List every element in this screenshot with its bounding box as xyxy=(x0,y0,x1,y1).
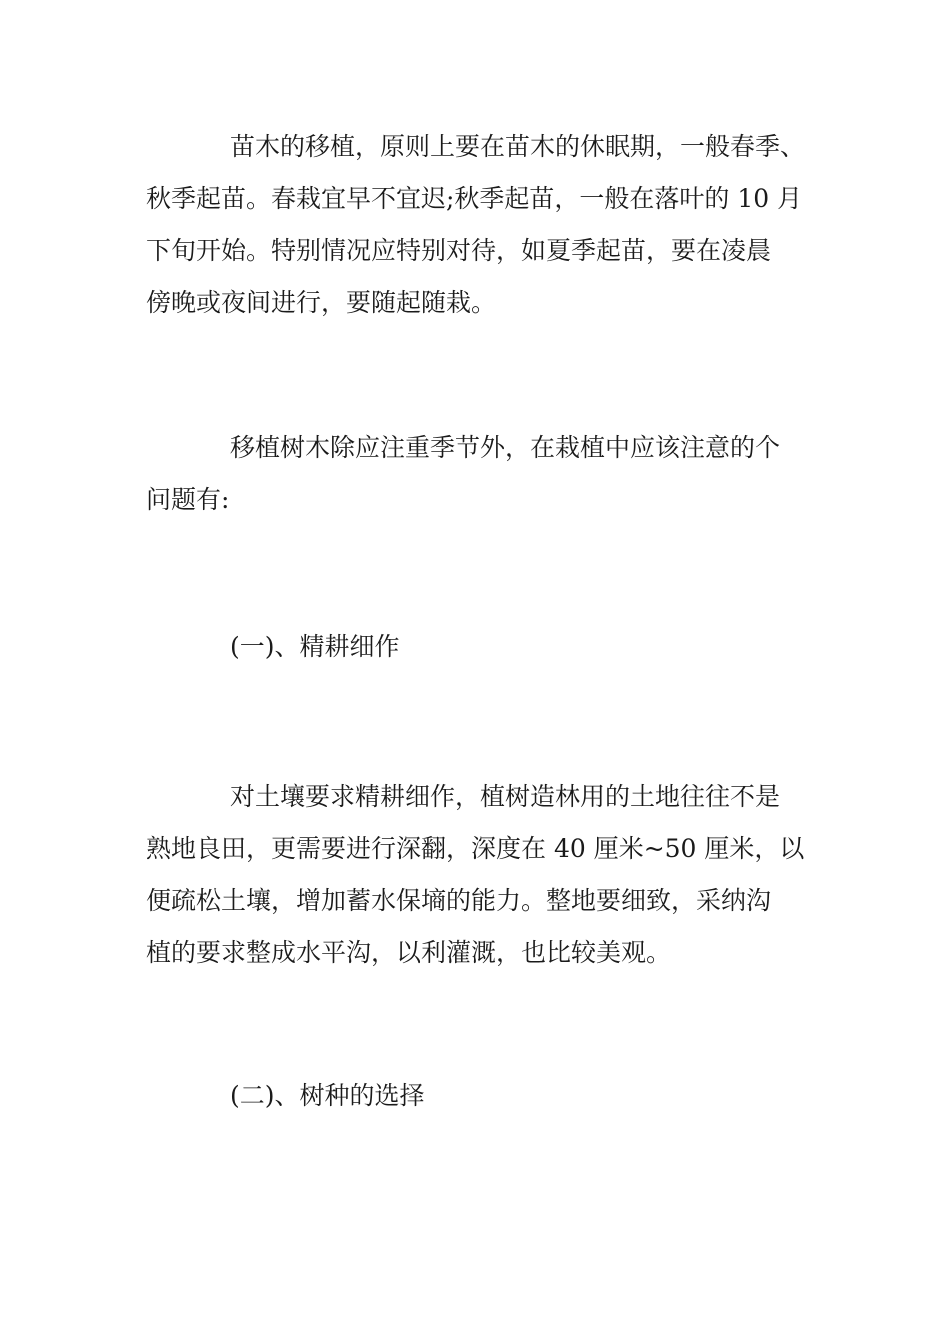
paragraph-line: 秋季起苗。春栽宜早不宜迟;秋季起苗，一般在落叶的 10 月 xyxy=(146,184,803,213)
section-heading-2 xyxy=(146,1070,814,1122)
paragraph-line: 问题有: xyxy=(146,485,230,514)
paragraph-line: 下旬开始。特别情况应特别对待，如夏季起苗，要在凌晨 xyxy=(146,236,772,265)
paragraph-line: 苗木的移植，原则上要在苗木的休眠期，一般春季、 xyxy=(230,132,806,161)
paragraph-line: 植的要求整成水平沟，以利灌溉，也比较美观。 xyxy=(146,938,672,967)
paragraph-line: 便疏松土壤，增加蓄水保墒的能力。整地要细致，采纳沟 xyxy=(146,886,772,915)
paragraph-line: 熟地良田，更需要进行深翻，深度在 40 厘米~50 厘米，以 xyxy=(146,834,805,863)
paragraph-issues-intro xyxy=(146,422,814,526)
paragraph-soil-preparation xyxy=(146,771,814,979)
paragraph-line: 对土壤要求精耕细作，植树造林用的土地往往不是 xyxy=(230,782,781,811)
paragraph-line: 移植树木除应注重季节外，在栽植中应该注意的个 xyxy=(230,433,781,462)
section-heading-1 xyxy=(146,621,814,673)
paragraph-transplant-timing xyxy=(146,121,814,329)
section-heading-text: (一)、精耕细作 xyxy=(230,632,400,661)
paragraph-line: 傍晚或夜间进行，要随起随栽。 xyxy=(146,288,497,317)
section-heading-text: (二)、树种的选择 xyxy=(230,1081,425,1110)
